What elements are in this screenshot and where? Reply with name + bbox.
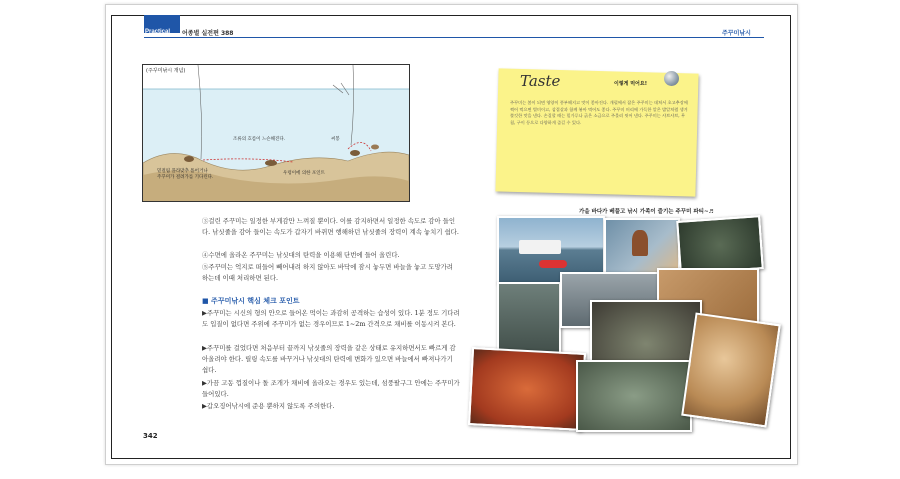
body-paragraph-2: ④수면에 올라온 주꾸미는 낚싯대의 탄력을 이용해 단번에 들어 올린다. (202, 251, 400, 259)
header-rule (144, 37, 764, 38)
fishing-diagram (142, 64, 410, 202)
diagram-caption: (주꾸미낚시 개념) (146, 68, 186, 74)
taste-text: 주꾸미는 봄이 되면 영양이 풍부해지고 맛이 좋아진다. 개펄에서 잡은 주꾸미는 데쳐서 초고추장에 찍어 먹으면 별미이고, 삼겹살과 함께 볶아 먹어도 좋다. 주꾸미 머리에 가득한 알은 밥알처럼 생겨 쫄깃한 맛을 낸다. 손질할 때는 밀가루나 굵은 소금으로 주물러 씻어 낸다. 주꾸미는 샤브샤브, 무침, 구이 등으로 다양하게 즐길 수 있다. (510, 100, 688, 125)
diagram-label-bottom-1: 밑걸림 플라맞추 틀어거나 (157, 169, 208, 174)
section-heading: ■ 주꾸미낚시 핵심 체크 포인트 (202, 297, 300, 305)
bullet-1: ▶주꾸미는 시신의 형의 안으로 들어온 먹이는 과감히 공격하는 습성이 있다. 1분 정도 기다려도 입질이 없다면 주위에 주꾸미가 없는 경우이므로 1~2m 간격으로 채비를 이동시켜 본다. (202, 309, 460, 329)
photo-caption: 가을 바다가 베풀고 낚시 가족이 즐기는 주꾸미 파티~♬ (579, 209, 714, 215)
photo-spicy-octopus (468, 347, 586, 431)
body-paragraph-3: ⑤주꾸미는 억지로 떠들어 빼어내려 하지 않아도 바닥에 잠시 놓두면 바늘을 놓고 도망가려 하는데 이때 처리하면 된다. (202, 263, 453, 283)
chapter-tab-label: Practical (145, 29, 171, 35)
pushpin-icon (664, 71, 679, 86)
photo-octopus-catch (604, 218, 680, 274)
bullet-4: ▶갑오징어낚시에 준용 뿐하지 않도록 주의한다. (202, 402, 335, 410)
running-header: 어종별 실전편 388 (182, 30, 234, 37)
photo-octopus-plate (676, 215, 764, 275)
body-paragraph-1: ③걸린 주꾸미는 일정한 부게감만 느껴질 뿐이다. 이를 감지하면서 일정한 속도로 감아 들인다. 낚싯줄을 감아 들이는 속도가 갑자기 바뀌면 행해하던 낚싯줄의 장력이 계속 놓치기 쉽다. (202, 217, 459, 237)
diagram-label-bottom-2: 주꾸미가 걸려가를 기다린다. (157, 175, 214, 180)
taste-subtitle: 이렇게 먹어요! (614, 81, 648, 87)
taste-title: Taste (520, 72, 561, 90)
photo-shabu (576, 360, 692, 432)
bullet-3: ▶가끔 고동 껍질이나 돌 조개가 채비에 올라오는 경우도 있는데, 섬풍팔구그 안에는 주꾸미가 들어있다. (202, 379, 460, 399)
diagram-label-sinker: 씨봉 (331, 137, 340, 142)
diagram-label-tide: 조류의 흐름이 느슨해진다. (233, 137, 286, 142)
bullet-2: ▶주꾸미를 걸었다면 처음부터 끝까지 낚싯줄의 장력을 같은 상태로 유지하면서도 빠르게 감아올려야 한다. 릴링 속도를 바꾸거나 낚싯대의 탄력에 변화가 있으면 바늘에서 빠져나가기 쉽다. (202, 344, 456, 375)
photo-fried-octopus (681, 313, 781, 428)
diagram-label-octopus: 우렁이에 의한 포인트 (283, 171, 325, 176)
page-number: 342 (143, 432, 158, 440)
section-label: 주꾸미낚시 (722, 30, 751, 37)
